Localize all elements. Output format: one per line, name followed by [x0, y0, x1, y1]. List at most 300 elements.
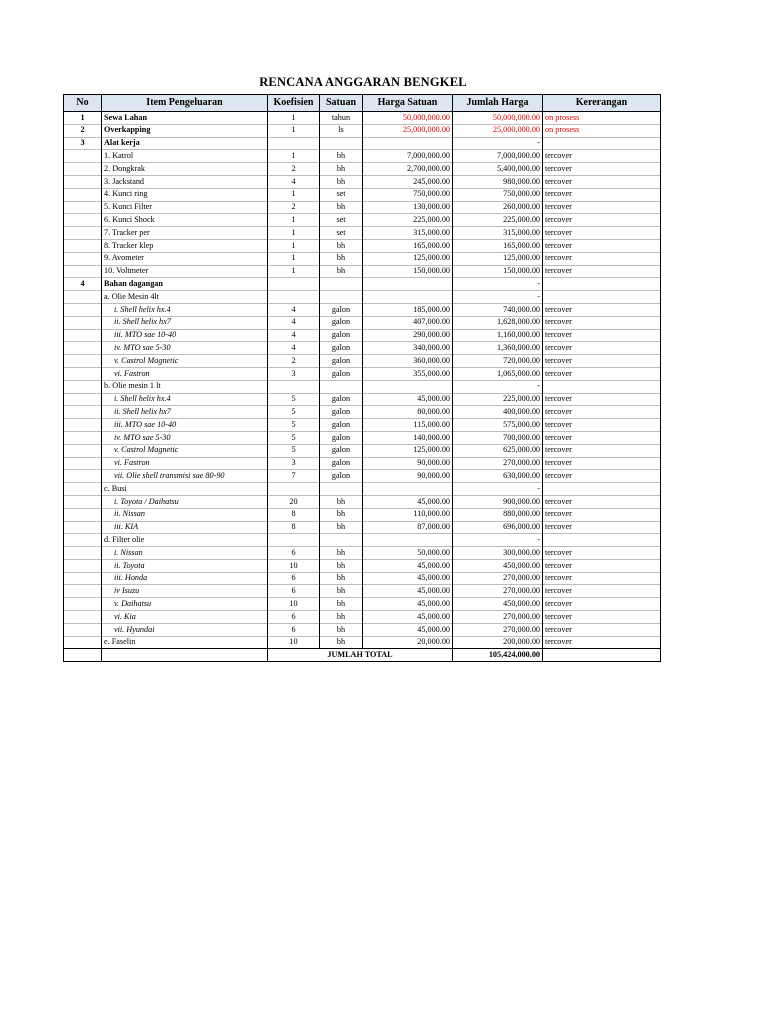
table-row [64, 367, 661, 380]
cell-keterangan: tercover [543, 598, 661, 611]
cell-item: 7. Tracker per [102, 227, 268, 240]
cell-jumlah-harga: 1,065,000.00 [453, 367, 543, 380]
cell-keterangan: tercover [543, 252, 661, 265]
cell-satuan: bh [320, 585, 363, 598]
cell-satuan: ls [320, 124, 363, 137]
cell-koefisien: 20 [268, 495, 320, 508]
cell-satuan: bh [320, 239, 363, 252]
cell-koefisien [268, 137, 320, 150]
table-row [64, 278, 661, 291]
cell-jumlah-harga: 200,000.00 [453, 636, 543, 649]
budget-table [63, 94, 661, 662]
table-row [64, 406, 661, 419]
cell-harga-satuan: 45,000.00 [363, 585, 453, 598]
cell-koefisien: 5 [268, 393, 320, 406]
cell-harga-satuan: 45,000.00 [363, 495, 453, 508]
table-row [64, 559, 661, 572]
table-row [64, 150, 661, 163]
cell-jumlah-harga: 165,000.00 [453, 239, 543, 252]
cell-harga-satuan: 110,000.00 [363, 508, 453, 521]
cell-keterangan: tercover [543, 457, 661, 470]
cell-satuan: galon [320, 342, 363, 355]
cell-keterangan [543, 137, 661, 150]
table-row [64, 355, 661, 368]
total-label: JUMLAH TOTAL [268, 649, 453, 662]
cell-koefisien: 2 [268, 355, 320, 368]
cell-keterangan: tercover [543, 150, 661, 163]
cell-koefisien: 5 [268, 406, 320, 419]
cell-harga-satuan: 90,000.00 [363, 470, 453, 483]
cell-no [64, 611, 102, 624]
cell-koefisien: 4 [268, 175, 320, 188]
cell-satuan: bh [320, 201, 363, 214]
table-row [64, 598, 661, 611]
cell-jumlah-harga: - [453, 534, 543, 547]
cell-item: 9. Avometer [102, 252, 268, 265]
cell-koefisien: 5 [268, 419, 320, 432]
cell-harga-satuan: 125,000.00 [363, 444, 453, 457]
cell-no [64, 316, 102, 329]
table-row [64, 265, 661, 278]
cell-jumlah-harga: 225,000.00 [453, 214, 543, 227]
cell-satuan: galon [320, 406, 363, 419]
cell-item: 2. Dongkrak [102, 163, 268, 176]
cell-keterangan: tercover [543, 163, 661, 176]
cell-keterangan: tercover [543, 508, 661, 521]
cell-item: i. Toyota / Daihatsu [102, 495, 268, 508]
table-row [64, 457, 661, 470]
table-row [64, 483, 661, 496]
cell-keterangan: tercover [543, 227, 661, 240]
cell-koefisien: 2 [268, 201, 320, 214]
header-item: Item Pengeluaran [102, 95, 268, 112]
cell-item: iii. Honda [102, 572, 268, 585]
cell-keterangan: tercover [543, 214, 661, 227]
cell-satuan: galon [320, 329, 363, 342]
table-row [64, 611, 661, 624]
cell-harga-satuan: 125,000.00 [363, 252, 453, 265]
cell-satuan [320, 483, 363, 496]
cell-koefisien: 6 [268, 572, 320, 585]
cell-no [64, 175, 102, 188]
cell-item: vii. Olie shell transmisi sae 80-90 [102, 470, 268, 483]
cell-satuan: galon [320, 355, 363, 368]
cell-no [64, 495, 102, 508]
cell-jumlah-harga: 700,000.00 [453, 431, 543, 444]
table-row [64, 585, 661, 598]
cell-satuan: bh [320, 508, 363, 521]
cell-koefisien: 8 [268, 521, 320, 534]
cell-jumlah-harga: 5,400,000.00 [453, 163, 543, 176]
cell-item: e. Faselin [102, 636, 268, 649]
table-row [64, 508, 661, 521]
cell-koefisien: 3 [268, 367, 320, 380]
table-header-row [64, 95, 661, 112]
cell-item: ii. Shell helix hx7 [102, 406, 268, 419]
cell-satuan: bh [320, 623, 363, 636]
cell-no [64, 431, 102, 444]
cell-harga-satuan: 2,700,000.00 [363, 163, 453, 176]
cell-jumlah-harga: - [453, 137, 543, 150]
cell-harga-satuan: 165,000.00 [363, 239, 453, 252]
cell-koefisien: 1 [268, 239, 320, 252]
cell-no [64, 534, 102, 547]
cell-koefisien: 3 [268, 457, 320, 470]
cell-koefisien: 1 [268, 124, 320, 137]
table-row [64, 252, 661, 265]
table-row [64, 342, 661, 355]
cell-satuan: tahun [320, 112, 363, 125]
cell-jumlah-harga: 630,000.00 [453, 470, 543, 483]
cell-koefisien: 1 [268, 112, 320, 125]
cell-item: 4. Kunci ring [102, 188, 268, 201]
cell-jumlah-harga: 750,000.00 [453, 188, 543, 201]
cell-satuan: galon [320, 393, 363, 406]
cell-jumlah-harga: 696,000.00 [453, 521, 543, 534]
cell-koefisien: 1 [268, 265, 320, 278]
cell-no [64, 585, 102, 598]
cell-item: d. Filter olie [102, 534, 268, 547]
cell-no: 1 [64, 112, 102, 125]
cell-keterangan: tercover [543, 431, 661, 444]
cell-jumlah-harga: - [453, 291, 543, 304]
cell-keterangan [543, 483, 661, 496]
table-row [64, 124, 661, 137]
cell-keterangan: tercover [543, 495, 661, 508]
cell-keterangan: tercover [543, 239, 661, 252]
cell-no [64, 393, 102, 406]
cell-satuan: galon [320, 316, 363, 329]
cell-no [64, 508, 102, 521]
total-empty-no [64, 649, 102, 662]
table-row [64, 316, 661, 329]
cell-satuan: bh [320, 252, 363, 265]
cell-no [64, 419, 102, 432]
cell-jumlah-harga: 740,000.00 [453, 303, 543, 316]
table-row [64, 137, 661, 150]
cell-item: Bahan dagangan [102, 278, 268, 291]
cell-harga-satuan: 290,000.00 [363, 329, 453, 342]
cell-harga-satuan: 225,000.00 [363, 214, 453, 227]
cell-satuan [320, 291, 363, 304]
table-row [64, 303, 661, 316]
cell-keterangan: tercover [543, 367, 661, 380]
cell-harga-satuan: 360,000.00 [363, 355, 453, 368]
cell-harga-satuan: 407,000.00 [363, 316, 453, 329]
cell-koefisien [268, 291, 320, 304]
cell-item: 3. Jackstand [102, 175, 268, 188]
cell-item: 10. Voltmeter [102, 265, 268, 278]
header-satuan: Satuan [320, 95, 363, 112]
cell-harga-satuan: 355,000.00 [363, 367, 453, 380]
cell-koefisien: 1 [268, 252, 320, 265]
cell-harga-satuan [363, 483, 453, 496]
cell-keterangan: tercover [543, 585, 661, 598]
cell-item: c. Busi [102, 483, 268, 496]
cell-koefisien: 10 [268, 559, 320, 572]
cell-satuan: bh [320, 611, 363, 624]
cell-jumlah-harga: 7,000,000.00 [453, 150, 543, 163]
cell-no [64, 367, 102, 380]
table-row [64, 214, 661, 227]
cell-no [64, 559, 102, 572]
table-row [64, 495, 661, 508]
cell-keterangan: tercover [543, 572, 661, 585]
cell-satuan: set [320, 188, 363, 201]
cell-koefisien: 6 [268, 623, 320, 636]
cell-koefisien: 4 [268, 316, 320, 329]
cell-harga-satuan: 90,000.00 [363, 457, 453, 470]
page-title: RENCANA ANGGARAN BENGKEL [259, 75, 467, 89]
cell-harga-satuan: 45,000.00 [363, 393, 453, 406]
cell-koefisien: 2 [268, 163, 320, 176]
cell-satuan: bh [320, 559, 363, 572]
cell-no [64, 214, 102, 227]
cell-satuan: galon [320, 457, 363, 470]
cell-harga-satuan: 45,000.00 [363, 611, 453, 624]
cell-satuan: galon [320, 303, 363, 316]
cell-item: 6. Kunci Shock [102, 214, 268, 227]
cell-jumlah-harga: 450,000.00 [453, 598, 543, 611]
cell-satuan: bh [320, 495, 363, 508]
cell-item: iv Isuzu [102, 585, 268, 598]
cell-jumlah-harga: 315,000.00 [453, 227, 543, 240]
cell-harga-satuan: 340,000.00 [363, 342, 453, 355]
cell-jumlah-harga: - [453, 278, 543, 291]
cell-harga-satuan: 185,000.00 [363, 303, 453, 316]
cell-item: ii. Shell helix hx7 [102, 316, 268, 329]
cell-item: ii. Toyota [102, 559, 268, 572]
table-row [64, 547, 661, 560]
cell-keterangan: tercover [543, 303, 661, 316]
cell-satuan [320, 380, 363, 393]
cell-no [64, 329, 102, 342]
cell-keterangan: tercover [543, 188, 661, 201]
cell-keterangan [543, 380, 661, 393]
cell-harga-satuan [363, 291, 453, 304]
cell-no [64, 201, 102, 214]
cell-item: i. Shell helix hx.4 [102, 393, 268, 406]
cell-keterangan: tercover [543, 521, 661, 534]
cell-koefisien: 5 [268, 444, 320, 457]
cell-no [64, 265, 102, 278]
cell-jumlah-harga: 225,000.00 [453, 393, 543, 406]
cell-keterangan: tercover [543, 636, 661, 649]
cell-item: v. Castrol Magnetic [102, 355, 268, 368]
cell-jumlah-harga: 900,000.00 [453, 495, 543, 508]
header-harga-satuan: Harga Satuan [363, 95, 453, 112]
cell-koefisien: 6 [268, 611, 320, 624]
cell-keterangan [543, 278, 661, 291]
total-empty-item [102, 649, 268, 662]
cell-item: iii. MTO sae 10-40 [102, 419, 268, 432]
table-row [64, 188, 661, 201]
cell-no [64, 150, 102, 163]
cell-no [64, 572, 102, 585]
cell-no [64, 163, 102, 176]
cell-harga-satuan: 7,000,000.00 [363, 150, 453, 163]
cell-harga-satuan: 45,000.00 [363, 572, 453, 585]
cell-no [64, 239, 102, 252]
cell-koefisien [268, 380, 320, 393]
cell-jumlah-harga: 450,000.00 [453, 559, 543, 572]
cell-harga-satuan [363, 380, 453, 393]
cell-jumlah-harga: 575,000.00 [453, 419, 543, 432]
table-row [64, 534, 661, 547]
table-row [64, 380, 661, 393]
cell-jumlah-harga: 1,360,000.00 [453, 342, 543, 355]
cell-item: v. Castrol Magnetic [102, 444, 268, 457]
cell-satuan: set [320, 227, 363, 240]
cell-no [64, 342, 102, 355]
cell-no [64, 291, 102, 304]
cell-koefisien: 10 [268, 636, 320, 649]
cell-keterangan: tercover [543, 470, 661, 483]
cell-no [64, 547, 102, 560]
table-row [64, 163, 661, 176]
cell-koefisien: 4 [268, 303, 320, 316]
cell-keterangan: tercover [543, 611, 661, 624]
cell-keterangan: tercover [543, 393, 661, 406]
cell-satuan: bh [320, 265, 363, 278]
cell-item: vi. Fastron [102, 457, 268, 470]
cell-koefisien: 5 [268, 431, 320, 444]
cell-satuan: set [320, 214, 363, 227]
cell-koefisien: 4 [268, 342, 320, 355]
cell-jumlah-harga: 50,000,000.00 [453, 112, 543, 125]
cell-keterangan: tercover [543, 316, 661, 329]
cell-harga-satuan: 45,000.00 [363, 559, 453, 572]
cell-jumlah-harga: 400,000.00 [453, 406, 543, 419]
total-row [64, 649, 661, 662]
cell-keterangan: tercover [543, 406, 661, 419]
cell-item: b. Olie mesin 1 lt [102, 380, 268, 393]
total-empty-ket [543, 649, 661, 662]
cell-no [64, 598, 102, 611]
cell-item: a. Olie Mesin 4lt [102, 291, 268, 304]
cell-harga-satuan: 140,000.00 [363, 431, 453, 444]
cell-keterangan [543, 291, 661, 304]
cell-no [64, 188, 102, 201]
cell-item: vii. Hyundai [102, 623, 268, 636]
table-row [64, 329, 661, 342]
cell-no [64, 470, 102, 483]
cell-no [64, 623, 102, 636]
cell-jumlah-harga: 1,160,000.00 [453, 329, 543, 342]
cell-harga-satuan [363, 137, 453, 150]
cell-item: Overkapping [102, 124, 268, 137]
cell-jumlah-harga: 270,000.00 [453, 572, 543, 585]
cell-jumlah-harga: - [453, 483, 543, 496]
cell-koefisien: 1 [268, 188, 320, 201]
cell-harga-satuan: 245,000.00 [363, 175, 453, 188]
cell-item: 8. Tracker klep [102, 239, 268, 252]
cell-satuan [320, 534, 363, 547]
cell-item: 1. Katrol [102, 150, 268, 163]
cell-satuan: bh [320, 598, 363, 611]
cell-item: i. Shell helix hx.4 [102, 303, 268, 316]
cell-jumlah-harga: 150,000.00 [453, 265, 543, 278]
cell-satuan: bh [320, 521, 363, 534]
cell-satuan: bh [320, 150, 363, 163]
cell-satuan [320, 137, 363, 150]
cell-keterangan: on prosess [543, 112, 661, 125]
cell-no [64, 303, 102, 316]
cell-item: iii. MTO sae 10-40 [102, 329, 268, 342]
cell-satuan: galon [320, 367, 363, 380]
cell-keterangan [543, 534, 661, 547]
cell-harga-satuan: 50,000.00 [363, 547, 453, 560]
cell-koefisien [268, 534, 320, 547]
cell-jumlah-harga: 270,000.00 [453, 623, 543, 636]
cell-jumlah-harga: 980,000.00 [453, 175, 543, 188]
cell-harga-satuan: 750,000.00 [363, 188, 453, 201]
table-row [64, 431, 661, 444]
cell-keterangan: tercover [543, 175, 661, 188]
cell-keterangan: tercover [543, 559, 661, 572]
table-row [64, 636, 661, 649]
cell-keterangan: tercover [543, 623, 661, 636]
cell-keterangan: tercover [543, 444, 661, 457]
cell-harga-satuan: 45,000.00 [363, 623, 453, 636]
cell-item: Sewa Lahan [102, 112, 268, 125]
cell-satuan: galon [320, 470, 363, 483]
cell-item: i. Nissan [102, 547, 268, 560]
cell-jumlah-harga: 720,000.00 [453, 355, 543, 368]
cell-no [64, 355, 102, 368]
table-row [64, 227, 661, 240]
cell-harga-satuan [363, 534, 453, 547]
cell-harga-satuan: 130,000.00 [363, 201, 453, 214]
table-row [64, 521, 661, 534]
cell-koefisien: 8 [268, 508, 320, 521]
cell-koefisien: 7 [268, 470, 320, 483]
cell-no [64, 457, 102, 470]
header-no: No [64, 95, 102, 112]
header-keterangan: Kererangan [543, 95, 661, 112]
cell-no: 4 [64, 278, 102, 291]
header-koefisien: Koefisien [268, 95, 320, 112]
cell-harga-satuan: 150,000.00 [363, 265, 453, 278]
total-value: 105,424,000.00 [453, 649, 543, 662]
cell-satuan: bh [320, 547, 363, 560]
table-row [64, 175, 661, 188]
cell-jumlah-harga: 625,000.00 [453, 444, 543, 457]
cell-koefisien: 10 [268, 598, 320, 611]
cell-item: ii. Nissan [102, 508, 268, 521]
table-row [64, 470, 661, 483]
cell-koefisien: 6 [268, 585, 320, 598]
table-row [64, 572, 661, 585]
cell-satuan: galon [320, 419, 363, 432]
table-row [64, 239, 661, 252]
cell-harga-satuan: 20,000.00 [363, 636, 453, 649]
cell-harga-satuan: 80,000.00 [363, 406, 453, 419]
cell-keterangan: tercover [543, 329, 661, 342]
cell-no [64, 636, 102, 649]
cell-item: vi. Fastron [102, 367, 268, 380]
cell-harga-satuan: 50,000,000.00 [363, 112, 453, 125]
cell-satuan: bh [320, 636, 363, 649]
table-row [64, 419, 661, 432]
cell-satuan: bh [320, 175, 363, 188]
cell-keterangan: on prosess [543, 124, 661, 137]
cell-item: iv. MTO sae 5-30 [102, 431, 268, 444]
cell-satuan: galon [320, 444, 363, 457]
cell-item: v. Daihatsu [102, 598, 268, 611]
cell-keterangan: tercover [543, 265, 661, 278]
cell-jumlah-harga: 270,000.00 [453, 611, 543, 624]
